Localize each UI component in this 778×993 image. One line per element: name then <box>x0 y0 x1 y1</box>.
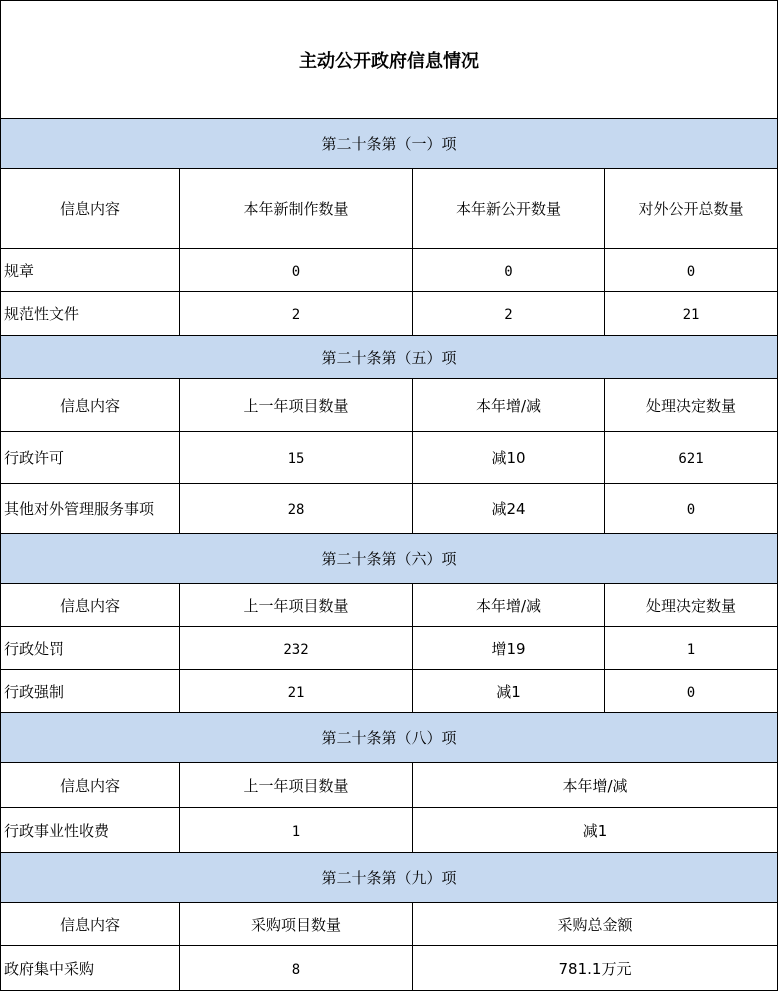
column-header-row <box>1 169 778 249</box>
cell-value: 0 <box>605 249 778 292</box>
column-header-row <box>1 763 778 808</box>
cell-value: 781.1万元 <box>413 946 778 991</box>
table-row <box>1 946 778 991</box>
column-header-row <box>1 379 778 432</box>
table-row <box>1 808 778 853</box>
section-header-row <box>1 119 778 169</box>
column-header: 本年新公开数量 <box>413 169 605 249</box>
column-header-row <box>1 584 778 627</box>
column-header: 信息内容 <box>1 584 180 627</box>
column-header: 上一年项目数量 <box>180 584 413 627</box>
table-row <box>1 249 778 292</box>
column-header: 上一年项目数量 <box>180 379 413 432</box>
row-label: 规范性文件 <box>1 292 180 336</box>
section-heading: 第二十条第（一）项 <box>1 119 778 169</box>
cell-value: 621 <box>605 432 778 484</box>
cell-value: 28 <box>180 484 413 534</box>
column-header: 本年增/减 <box>413 379 605 432</box>
section-header-row <box>1 713 778 763</box>
column-header: 采购总金额 <box>413 903 778 946</box>
table-row <box>1 484 778 534</box>
column-header: 信息内容 <box>1 903 180 946</box>
column-header: 本年新制作数量 <box>180 169 413 249</box>
table-row <box>1 292 778 336</box>
cell-value: 21 <box>605 292 778 336</box>
row-label: 其他对外管理服务事项 <box>1 484 180 534</box>
cell-value: 2 <box>180 292 413 336</box>
column-header: 本年增/减 <box>413 584 605 627</box>
section-heading: 第二十条第（五）项 <box>1 336 778 379</box>
row-label: 行政事业性收费 <box>1 808 180 853</box>
column-header: 上一年项目数量 <box>180 763 413 808</box>
cell-value: 减24 <box>413 484 605 534</box>
title-row <box>1 1 778 119</box>
cell-value: 减1 <box>413 808 778 853</box>
cell-value: 15 <box>180 432 413 484</box>
table-row <box>1 670 778 713</box>
cell-value: 增19 <box>413 627 605 670</box>
cell-value: 0 <box>605 670 778 713</box>
section-header-row <box>1 853 778 903</box>
table-row <box>1 627 778 670</box>
cell-value: 减1 <box>413 670 605 713</box>
cell-value: 21 <box>180 670 413 713</box>
table-row <box>1 432 778 484</box>
row-label: 行政许可 <box>1 432 180 484</box>
page-title: 主动公开政府信息情况 <box>1 1 778 119</box>
column-header: 本年增/减 <box>413 763 778 808</box>
column-header: 信息内容 <box>1 169 180 249</box>
cell-value: 1 <box>605 627 778 670</box>
column-header-row <box>1 903 778 946</box>
section-heading: 第二十条第（八）项 <box>1 713 778 763</box>
section-header-row <box>1 336 778 379</box>
row-label: 行政强制 <box>1 670 180 713</box>
row-label: 政府集中采购 <box>1 946 180 991</box>
cell-value: 减10 <box>413 432 605 484</box>
column-header: 处理决定数量 <box>605 584 778 627</box>
column-header: 处理决定数量 <box>605 379 778 432</box>
cell-value: 2 <box>413 292 605 336</box>
row-label: 规章 <box>1 249 180 292</box>
cell-value: 0 <box>605 484 778 534</box>
column-header: 采购项目数量 <box>180 903 413 946</box>
section-header-row <box>1 534 778 584</box>
cell-value: 232 <box>180 627 413 670</box>
cell-value: 0 <box>180 249 413 292</box>
row-label: 行政处罚 <box>1 627 180 670</box>
cell-value: 1 <box>180 808 413 853</box>
column-header: 信息内容 <box>1 379 180 432</box>
column-header: 对外公开总数量 <box>605 169 778 249</box>
cell-value: 8 <box>180 946 413 991</box>
cell-value: 0 <box>413 249 605 292</box>
section-heading: 第二十条第（九）项 <box>1 853 778 903</box>
column-header: 信息内容 <box>1 763 180 808</box>
section-heading: 第二十条第（六）项 <box>1 534 778 584</box>
